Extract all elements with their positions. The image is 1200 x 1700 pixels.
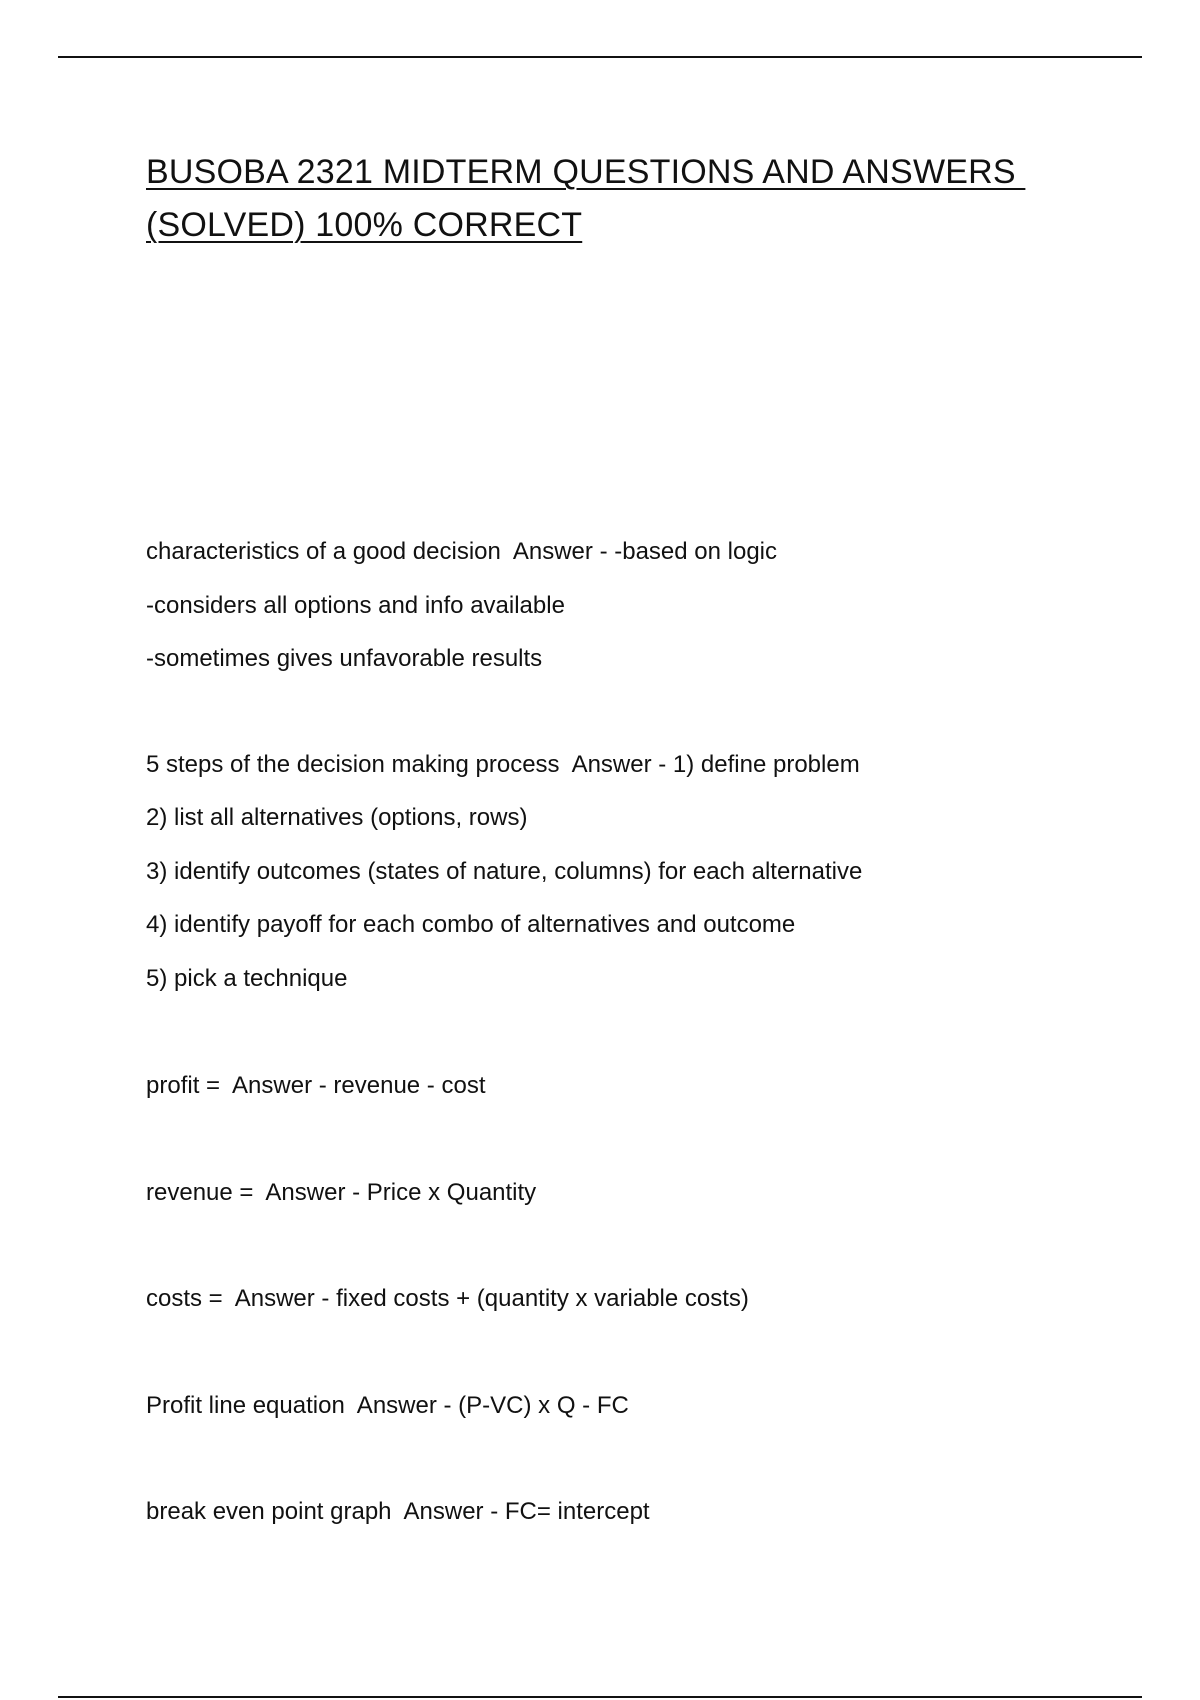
qa-question-line: Profit line equation Answer - (P-VC) x Q - FC [146, 1392, 629, 1419]
bottom-rule [58, 1696, 1142, 1698]
qa-answer-line: 4) identify payoff for each combo of alternatives and outcome [146, 911, 796, 938]
qa-answer-line: 3) identify outcomes (states of nature, columns) for each alternative [146, 858, 863, 885]
title-line: (SOLVED) 100% CORRECT [146, 206, 583, 244]
qa-answer-line: 2) list all alternatives (options, rows) [146, 804, 528, 831]
qa-question-line: characteristics of a good decision Answer - -based on logic [146, 538, 777, 565]
qa-question-line: profit = Answer - revenue - cost [146, 1072, 486, 1099]
title-line: BUSOBA 2321 MIDTERM QUESTIONS AND ANSWERS [146, 153, 1026, 191]
qa-answer-line: -sometimes gives unfavorable results [146, 645, 543, 672]
top-rule [58, 56, 1142, 58]
qa-answer-line: -considers all options and info available [146, 592, 565, 619]
qa-question-line: 5 steps of the decision making process Answer - 1) define problem [146, 751, 860, 778]
qa-question-line: revenue = Answer - Price x Quantity [146, 1179, 537, 1206]
qa-question-line: costs = Answer - fixed costs + (quantity x variable costs) [146, 1285, 749, 1312]
document-title [146, 146, 1046, 252]
qa-question-line: break even point graph Answer - FC= intercept [146, 1498, 650, 1525]
qa-answer-line: 5) pick a technique [146, 965, 348, 992]
